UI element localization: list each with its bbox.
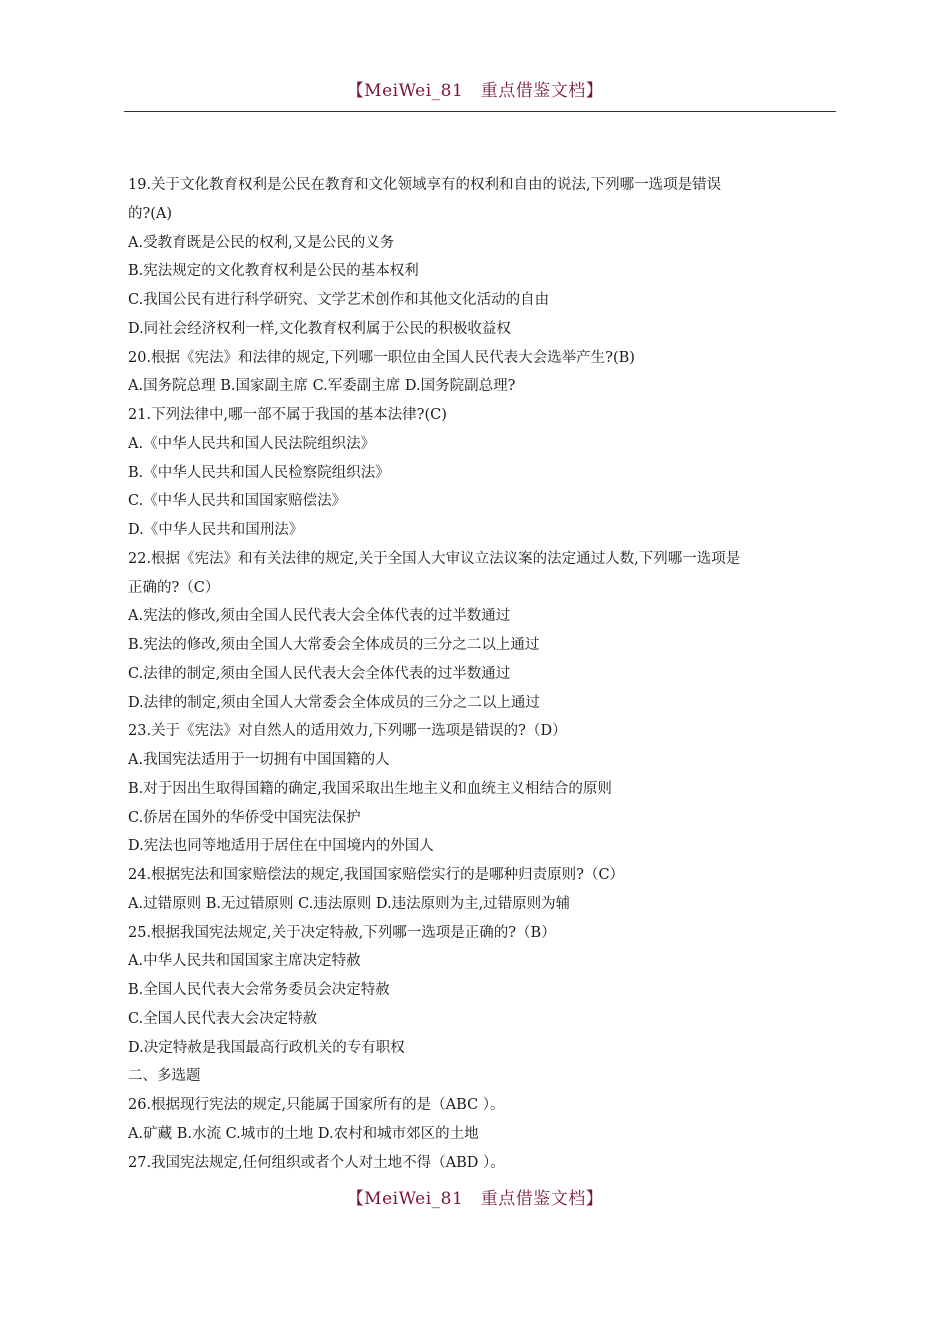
text-line: A.《中华人民共和国人民法院组织法》 [128,435,376,452]
text-line: C.《中华人民共和国国家赔偿法》 [128,493,347,510]
text-line: A.中华人民共和国国家主席决定特赦 [128,953,361,970]
text-line: A.我国宪法适用于一切拥有中国国籍的人 [128,752,390,768]
text-line: 19.关于文化教育权利是公民在教育和文化领域享有的权利和自由的说法,下列哪一选项是错误 [128,177,722,193]
text-line: D.宪法也同等地适用于居住在中国境内的外国人 [128,838,434,855]
text-line: 23.关于《宪法》对自然人的适用效力,下列哪一选项是错误的?（D） [128,723,567,740]
text-line: C.侨居在国外的华侨受中国宪法保护 [128,809,361,826]
text-line: A.受教育既是公民的权利,又是公民的义务 [128,234,395,251]
text-line: 25.根据我国宪法规定,关于决定特赦,下列哪一选项是正确的?（B） [128,924,556,941]
text-line: 27.我国宪法规定,任何组织或者个人对土地不得（ABD ）。 [128,1154,505,1171]
text-line: B.《中华人民共和国人民检察院组织法》 [128,464,390,481]
text-line: A.宪法的修改,须由全国人民代表大会全体代表的过半数通过 [128,608,511,625]
text-line: 21.下列法律中,哪一部不属于我国的基本法律?(C) [128,407,447,423]
header-divider [124,111,836,112]
text-line: C.全国人民代表大会决定特赦 [128,1010,318,1027]
text-line: 22.根据《宪法》和有关法律的规定,关于全国人大审议立法议案的法定通过人数,下列哪一选项是 [128,550,741,567]
text-line: C.我国公民有进行科学研究、文学艺术创作和其他文化活动的自由 [128,292,550,308]
text-line: D.决定特赦是我国最高行政机关的专有职权 [128,1039,405,1056]
text-line: B.宪法规定的文化教育权利是公民的基本权利 [128,263,419,280]
text-line: A.过错原则 B.无过错原则 C.违法原则 D.违法原则为主,过错原则为辅 [128,895,571,912]
text-line: A.国务院总理 B.国家副主席 C.军委副主席 D.国务院副总理? [128,378,516,395]
text-line: 正确的?（C） [128,579,220,596]
page-footer: 【MeiWei_81 重点借鉴文档】 [346,1189,604,1209]
text-line: 24.根据宪法和国家赔偿法的规定,我国国家赔偿实行的是哪种归责原则?（C） [128,867,625,883]
section-heading: 二、多选题 [128,1068,201,1085]
text-line: A.矿藏 B.水流 C.城市的土地 D.农村和城市郊区的土地 [128,1125,479,1142]
page-header: 【MeiWei_81 重点借鉴文档】 [346,81,604,101]
text-line: 的?(A) [128,205,173,222]
text-line: B.全国人民代表大会常务委员会决定特赦 [128,982,390,998]
text-line: 26.根据现行宪法的规定,只能属于国家所有的是（ABC ）。 [128,1097,505,1113]
text-line: C.法律的制定,须由全国人民代表大会全体代表的过半数通过 [128,665,511,682]
text-line: 20.根据《宪法》和法律的规定,下列哪一职位由全国人民代表大会选举产生?(B) [128,349,635,366]
document-body [128,171,840,1177]
text-line: B.对于因出生取得国籍的确定,我国采取出生地主义和血统主义相结合的原则 [128,780,612,797]
text-line: D.法律的制定,须由全国人大常委会全体成员的三分之二以上通过 [128,694,540,711]
text-line: D.《中华人民共和国刑法》 [128,522,304,538]
text-line: D.同社会经济权利一样,文化教育权利属于公民的积极收益权 [128,320,511,337]
text-line: B.宪法的修改,须由全国人大常委会全体成员的三分之二以上通过 [128,637,540,653]
